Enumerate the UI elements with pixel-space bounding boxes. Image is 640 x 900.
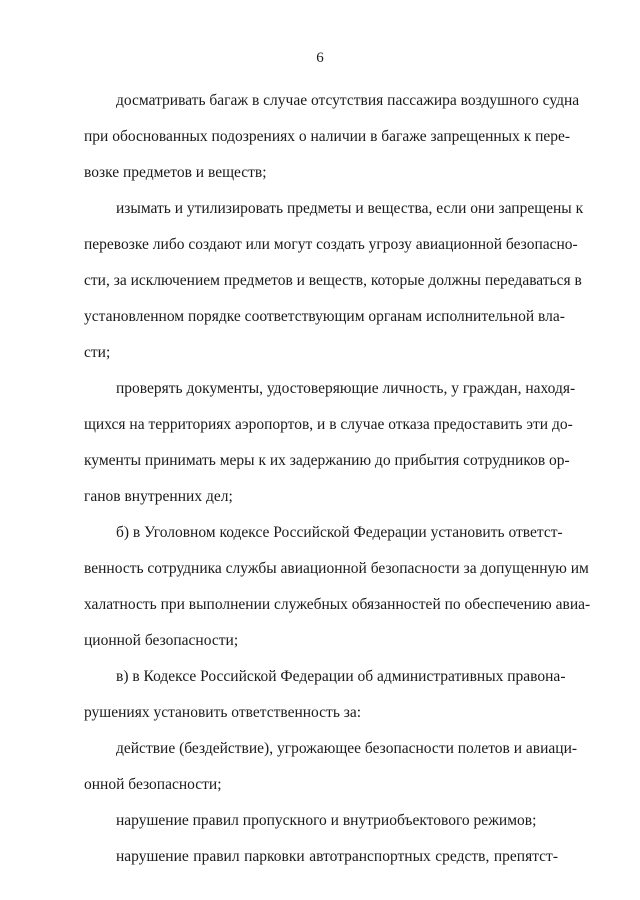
text-line: онной безопасности; — [84, 776, 222, 793]
text-line: рушениях установить ответственность за: — [84, 704, 362, 721]
text-line: перевозке либо создают или могут создать угрозу авиационной безопасно- — [84, 236, 578, 253]
text-line: изымать и утилизировать предметы и вещества, если они запрещены к — [116, 200, 584, 217]
text-line: возке предметов и веществ; — [84, 164, 267, 181]
text-line: проверять документы, удостоверяющие личность, у граждан, находя- — [116, 380, 576, 397]
text-line: установленном порядке соответствующим органам исполнительной вла- — [84, 308, 565, 325]
text-line: досматривать багаж в случае отсутствия пассажира воздушного судна — [116, 92, 580, 109]
text-line: при обоснованных подозрениях о наличии в багаже запрещенных к пере- — [84, 128, 571, 145]
text-line: нарушение правил парковки автотранспортных средств, препятст- — [116, 848, 558, 865]
page-number: 6 — [316, 50, 324, 66]
text-line: ганов внутренних дел; — [84, 488, 233, 505]
text-line: сти, за исключением предметов и веществ, которые должны передаваться в — [84, 272, 582, 289]
text-line: в) в Кодексе Российской Федерации об административных правона- — [116, 668, 566, 685]
text-line: венность сотрудника службы авиационной безопасности за допущенную им — [84, 560, 589, 577]
text-line: халатность при выполнении служебных обязанностей по обеспечению авиа- — [84, 596, 591, 613]
text-line: б) в Уголовном кодексе Российской Федерации установить ответст- — [116, 524, 563, 541]
text-line: кументы принимать меры к их задержанию до прибытия сотрудников ор- — [84, 452, 570, 469]
text-line: ционной безопасности; — [84, 632, 239, 649]
text-line: действие (бездействие), угрожающее безопасности полетов и авиаци- — [116, 740, 578, 757]
text-line: нарушение правил пропускного и внутриобъектового режимов; — [116, 812, 537, 829]
text-line: щихся на территориях аэропортов, и в случае отказа предоставить эти до- — [84, 416, 573, 433]
text-line: сти; — [84, 344, 111, 361]
